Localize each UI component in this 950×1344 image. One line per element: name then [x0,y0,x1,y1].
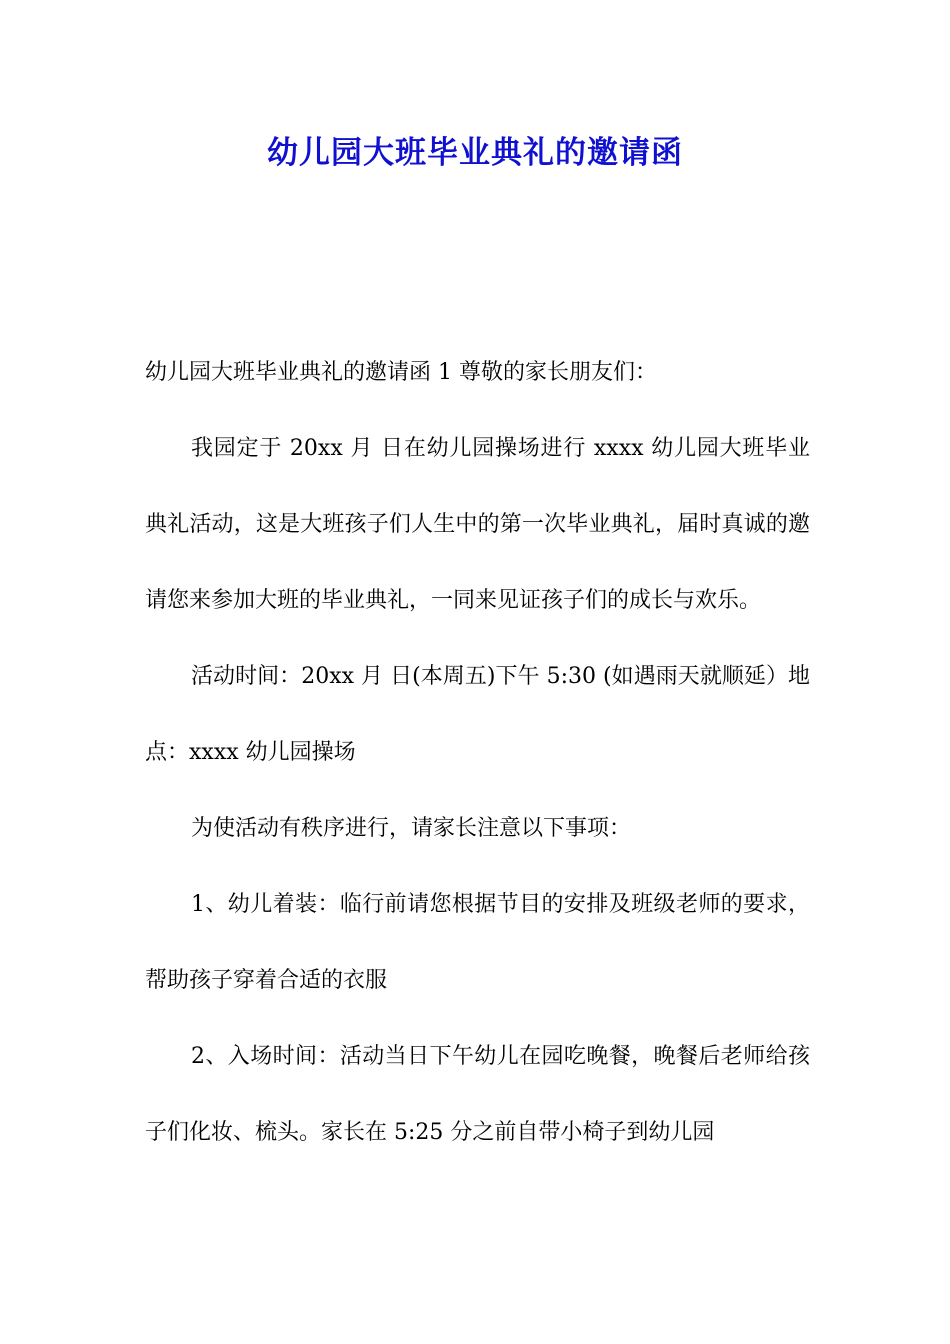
paragraph-invitation: 我园定于 20xx 月 日在幼儿园操场进行 xxxx 幼儿园大班毕业典礼活动，这是大班孩子们人生中的第一次毕业典礼，届时真诚的邀请您来参加大班的毕业典礼，一同来见证孩子们的成长与欢乐。 [145,436,810,613]
document-body [145,335,810,1171]
paragraph-item-attire: 1、幼儿着装：临行前请您根据节目的安排及班级老师的要求，帮助孩子穿着合适的衣服 [145,892,810,993]
paragraph-item-entry-time: 2、入场时间：活动当日下午幼儿在园吃晚餐，晚餐后老师给孩子们化妆、梳头。家长在 5:25 分之前自带小椅子到幼儿园 [145,1044,810,1145]
paragraph-greeting: 幼儿园大班毕业典礼的邀请函 1 尊敬的家长朋友们： [145,360,657,385]
paragraph-notice-intro: 为使活动有秩序进行，请家长注意以下事项： [191,816,632,841]
paragraph-time-location: 活动时间：20xx 月 日(本周五)下午 5:30 (如遇雨天就顺延）地点：xxxx 幼儿园操场 [145,664,810,765]
document-title: 幼儿园大班毕业典礼的邀请函 [267,135,683,171]
